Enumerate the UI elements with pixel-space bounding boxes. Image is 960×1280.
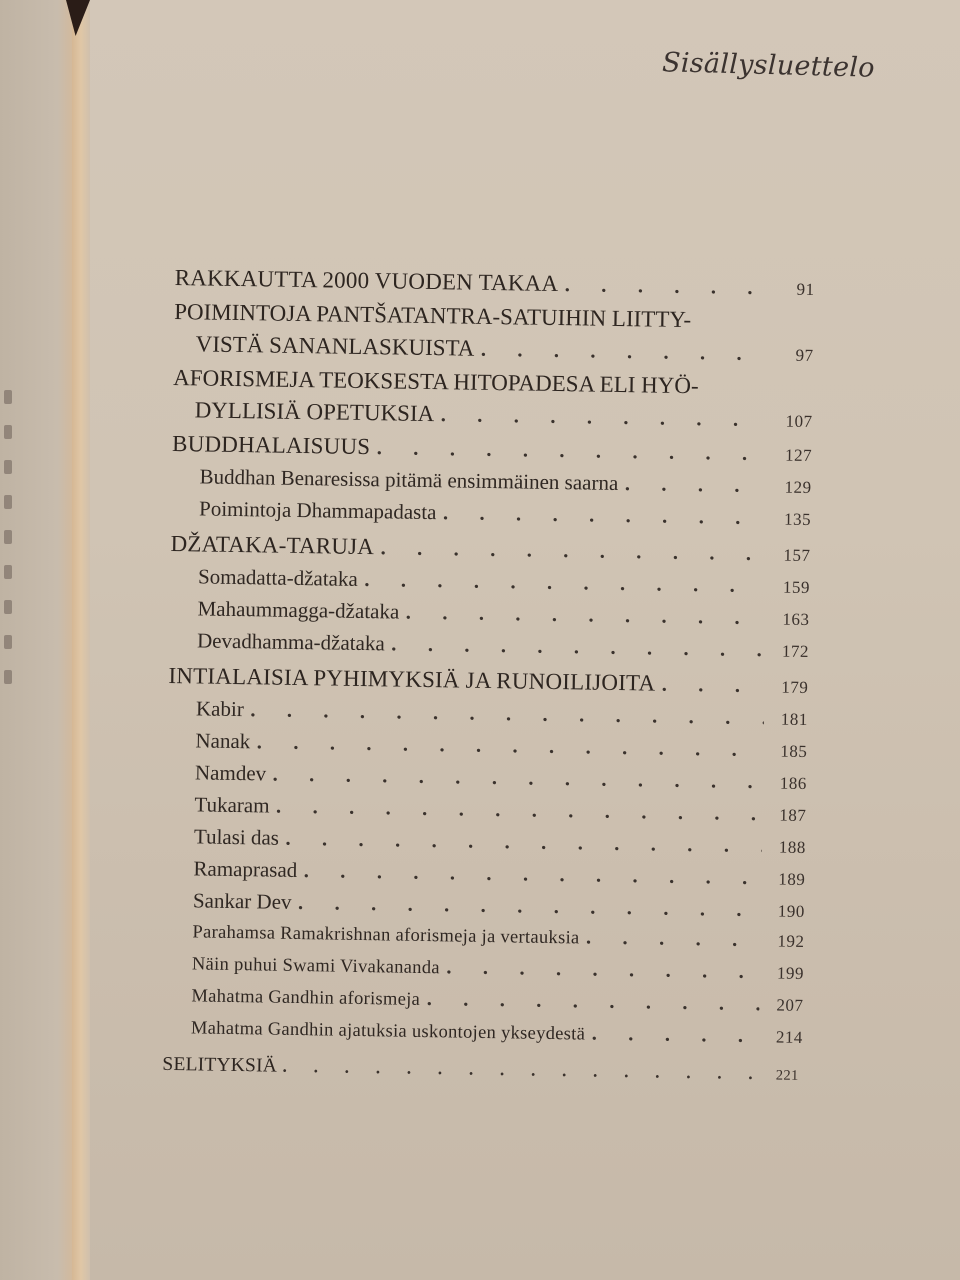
toc-subentry-title: Devadhamma-džataka <box>196 628 385 656</box>
toc-subentry-title: Tulasi das <box>193 824 280 850</box>
book-gutter <box>72 0 90 1280</box>
toc-page-number: 163 <box>782 609 810 630</box>
toc-page-number: 157 <box>783 545 811 566</box>
toc-page-number: 221 <box>775 1066 799 1084</box>
toc-subentry-title: Mahaummagga-džataka <box>197 596 400 624</box>
toc-page-number: 214 <box>775 1027 804 1047</box>
toc-entry-title: POIMINTOJA PANTŠATANTRA-SATUIHIN LIITTY- <box>174 298 692 333</box>
toc-page-number: 186 <box>779 773 808 793</box>
toc-subentry-title: Sankar Dev <box>192 888 292 914</box>
toc-page-number: 179 <box>781 677 809 698</box>
toc-subentry-title: Buddhan Benaresissa pitämä ensimmäinen saarna <box>199 464 619 495</box>
dot-leader <box>585 923 760 958</box>
dot-leader <box>442 498 767 535</box>
toc-subentry-title: Kabir <box>195 696 245 722</box>
toc-page-number: 181 <box>780 709 809 729</box>
dot-leader <box>446 952 761 989</box>
toc-page-number: 159 <box>782 577 811 598</box>
dot-leader <box>661 670 765 704</box>
toc-page-number: 91 <box>796 279 815 300</box>
toc-entry-title-continued: VISTÄ SANANLASKUISTA <box>195 331 475 361</box>
toc-subentry-title: Näin puhui Swami Vivakananda <box>191 954 441 979</box>
table-of-contents <box>162 262 815 1090</box>
toc-page-number: 207 <box>776 995 804 1015</box>
dot-leader <box>624 469 768 503</box>
toc-subentry-title: Parahamsa Ramakrishnan aforismeja ja vertauksia <box>192 922 580 949</box>
toc-entry-title-continued: DYLLISIÄ OPETUKSIA <box>194 397 435 427</box>
toc-page-number: 172 <box>781 641 810 662</box>
toc-page-number: 190 <box>777 901 806 921</box>
toc-subentry-title: Nanak <box>195 728 251 754</box>
toc-page-number: 127 <box>784 445 813 466</box>
dot-leader <box>480 335 770 372</box>
dot-leader <box>564 270 771 305</box>
toc-page-number: 199 <box>776 963 805 983</box>
left-page-bleed-text <box>4 390 24 705</box>
toc-page-number: 189 <box>778 869 806 889</box>
toc-subentry-title: Namdev <box>194 760 267 786</box>
toc-page-number: 187 <box>779 805 807 825</box>
dot-leader <box>440 400 769 437</box>
toc-entry-title: DŽATAKA-TARUJA <box>170 530 375 560</box>
toc-page-number: 97 <box>795 345 814 366</box>
dot-leader <box>426 984 760 1021</box>
toc-page-number: 185 <box>780 741 808 761</box>
toc-subentry-title: Ramaprasad <box>193 856 298 882</box>
toc-page-number: 107 <box>785 411 813 432</box>
toc-page-number: 129 <box>784 477 812 498</box>
toc-entry-title: SELITYKSIÄ <box>162 1052 278 1076</box>
toc-subentry-title: Mahatma Gandhin aforismeja <box>191 986 421 1010</box>
running-header: Sisällysluettelo <box>661 47 876 84</box>
dot-leader <box>390 629 765 667</box>
toc-page-number: 135 <box>783 509 812 530</box>
toc-page-number: 188 <box>778 837 807 857</box>
toc-subentry-title: Poimintoja Dhammapadasta <box>198 496 437 525</box>
toc-subentry-title: Somadatta-džataka <box>197 564 358 591</box>
toc-entry-title: BUDDHALAISUUS <box>171 430 371 460</box>
toc-page-number: 192 <box>777 931 805 951</box>
toc-subentry-title: Tukaram <box>194 792 270 818</box>
toc-subentry-title: Mahatma Gandhin ajatuksia uskontojen ykseydestä <box>190 1018 586 1045</box>
toc-entry-title: INTIALAISIA PYHIMYKSIÄ JA RUNOILIJOITA <box>168 662 656 696</box>
toc-entry-title: RAKKAUTTA 2000 VUODEN TAKAA <box>174 264 559 297</box>
left-page-edge <box>0 0 82 1280</box>
toc-entry-title: AFORISMEJA TEOKSESTA HITOPADESA ELI HYÖ- <box>172 364 699 399</box>
dot-leader <box>591 1019 759 1054</box>
